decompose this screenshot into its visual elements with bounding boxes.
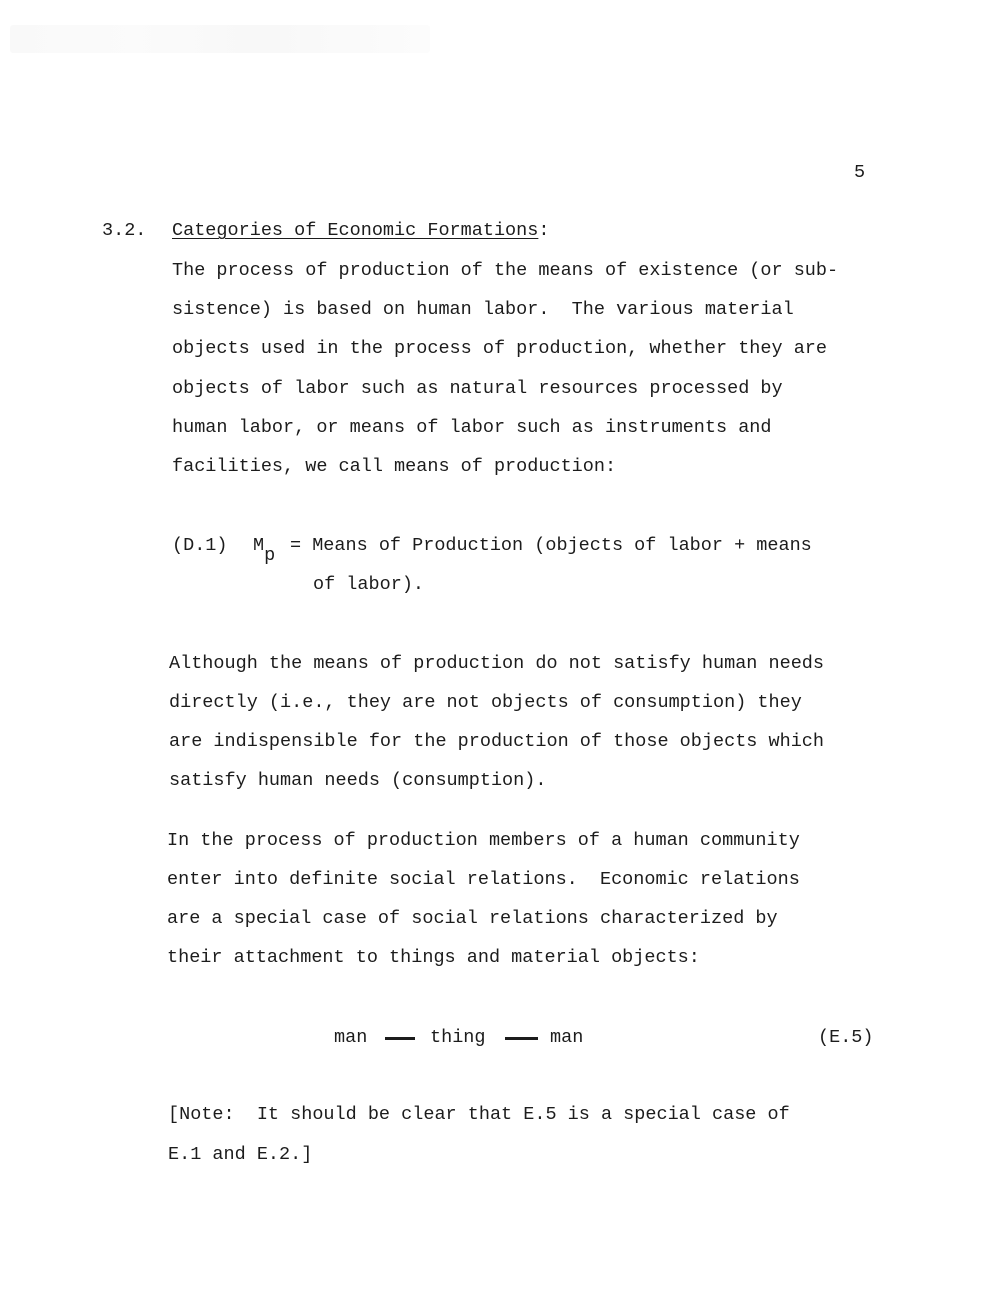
page-number: 5 [854,162,866,183]
paragraph-3-line: their attachment to things and material objects: [167,947,700,968]
paragraph-3-line: enter into definite social relations. Economic relations [167,869,800,890]
definition-text-line2: of labor). [313,574,425,595]
paragraph-1-line: human labor, or means of labor such as instruments and [172,417,772,438]
paragraph-3-line: are a special case of social relations characterized by [167,908,778,929]
definition-symbol-main: M [253,535,265,556]
scan-artifact [10,25,430,53]
formula-right-term: man [550,1027,584,1048]
section-number: 3.2. [102,220,147,241]
definition-symbol [253,535,276,566]
section-title-colon: : [538,220,550,241]
formula-label: (E.5) [818,1027,874,1048]
section-title: Categories of Economic Formations [172,220,539,241]
paragraph-1-line: objects used in the process of production, whether they are [172,338,828,359]
formula-left-term: man [334,1027,368,1048]
note-line: E.1 and E.2.] [168,1144,313,1165]
paragraph-1-line: facilities, we call means of production: [172,456,617,477]
definition-label: (D.1) [172,535,228,556]
section-heading [172,222,549,241]
paragraph-2-line: Although the means of production do not satisfy human needs [169,653,825,674]
formula-relation-arrow [505,1037,538,1040]
paragraph-2-line: directly (i.e., they are not objects of consumption) they [169,692,802,713]
definition-symbol-subscript: p [264,545,276,566]
paragraph-2-line: satisfy human needs (consumption). [169,770,547,791]
definition-text-line1: = Means of Production (objects of labor + means [290,535,812,556]
paragraph-2-line: are indispensible for the production of those objects which [169,731,825,752]
paragraph-1-line: The process of production of the means of existence (or sub- [172,260,839,281]
paragraph-1-line: objects of labor such as natural resources processed by [172,378,783,399]
paragraph-1-line: sistence) is based on human labor. The various material [172,299,794,320]
paragraph-3-line: In the process of production members of a human community [167,830,800,851]
formula-middle-term: thing [430,1027,486,1048]
formula-relation-arrow [385,1037,415,1040]
note-line: [Note: It should be clear that E.5 is a special case of [168,1104,790,1125]
